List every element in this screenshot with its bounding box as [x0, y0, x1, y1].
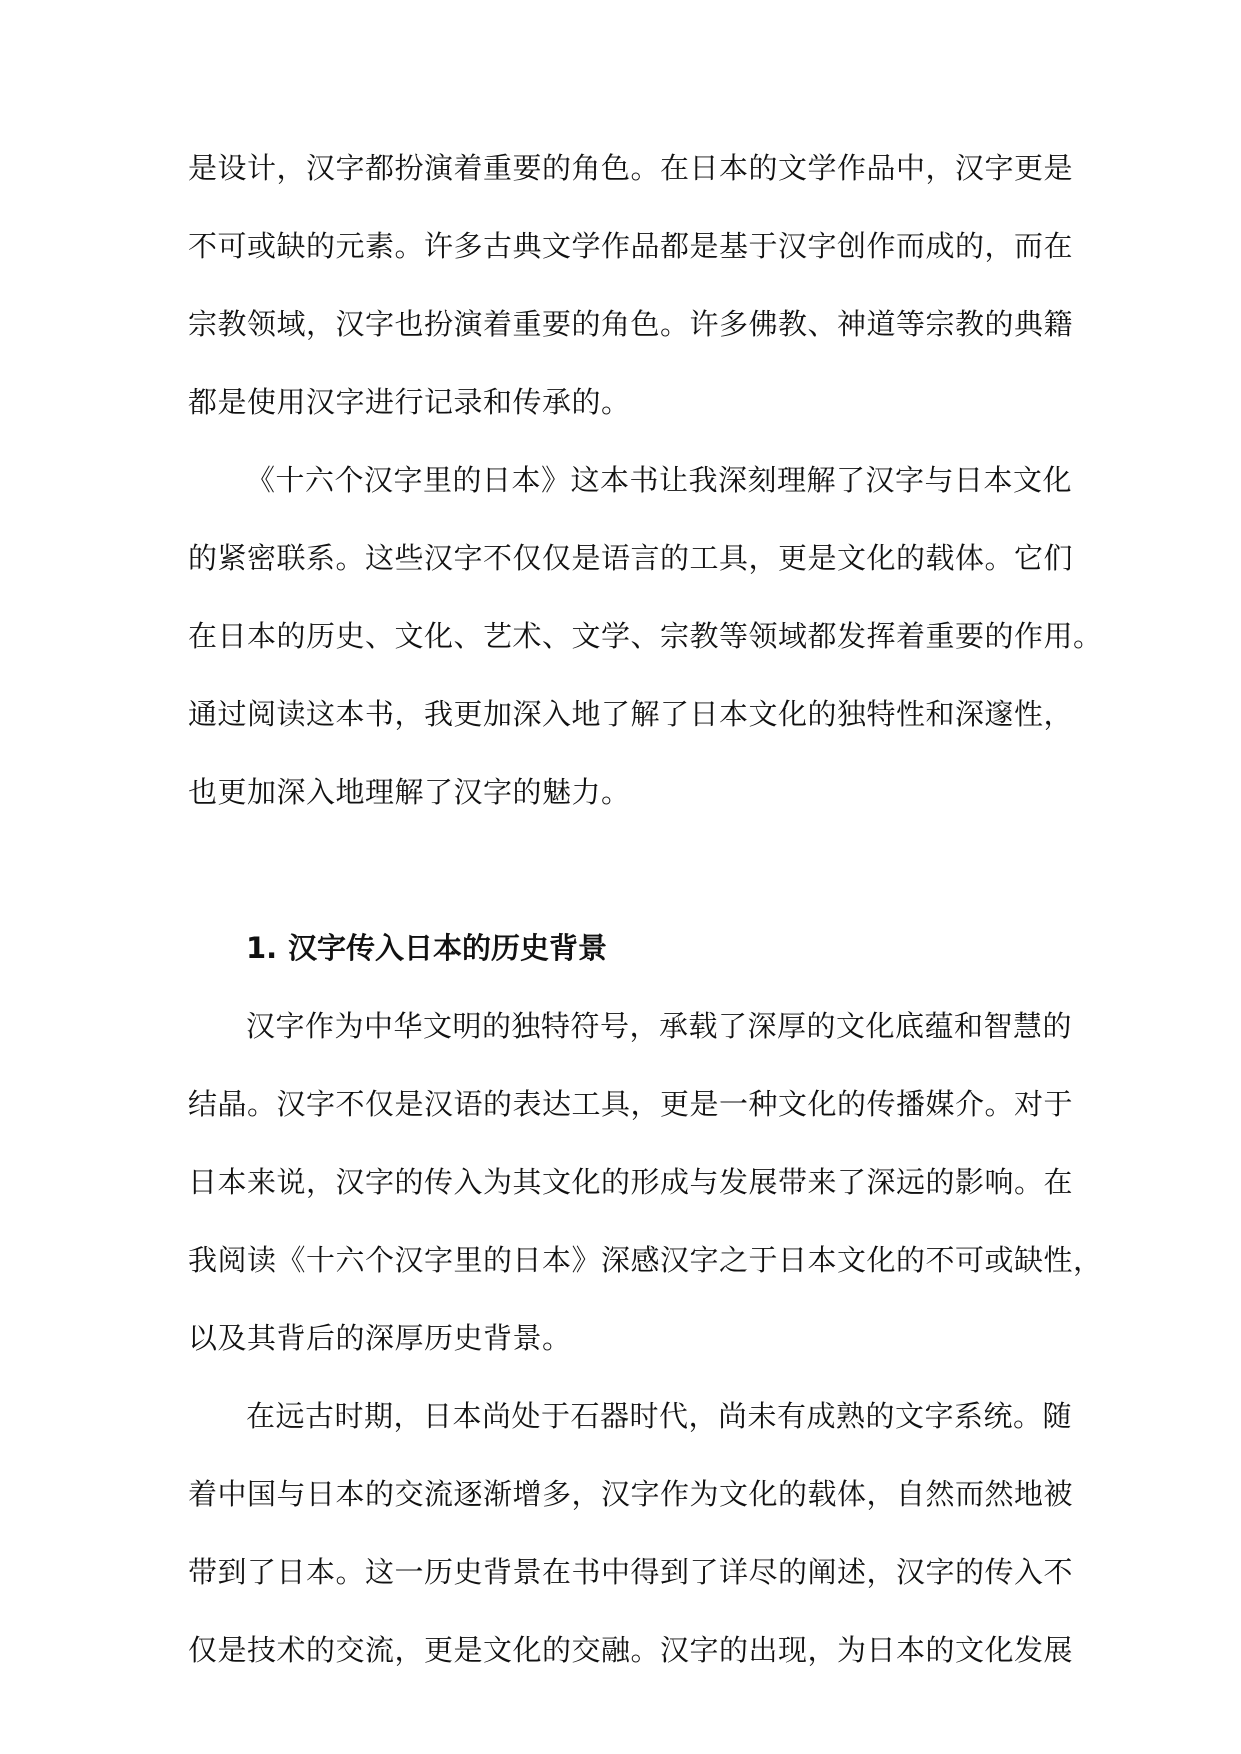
paragraph-3-line: 我阅读《十六个汉字里的日本》深感汉字之于日本文化的不可或缺性，: [188, 1243, 1103, 1277]
paragraph-3-line: 结晶。汉字不仅是汉语的表达工具，更是一种文化的传播媒介。对于: [188, 1087, 1074, 1121]
paragraph-1-line: 不可或缺的元素。许多古典文学作品都是基于汉字创作而成的，而在: [188, 229, 1074, 263]
paragraph-2-line: 《十六个汉字里的日本》这本书让我深刻理解了汉字与日本文化: [246, 463, 1073, 497]
paragraph-1-line: 都是使用汉字进行记录和传承的。: [188, 385, 631, 419]
paragraph-1-line: 宗教领域，汉字也扮演着重要的角色。许多佛教、神道等宗教的典籍: [188, 307, 1074, 341]
paragraph-1-line: 是设计，汉字都扮演着重要的角色。在日本的文学作品中，汉字更是: [188, 151, 1074, 185]
paragraph-4-line: 带到了日本。这一历史背景在书中得到了详尽的阐述，汉字的传入不: [188, 1555, 1074, 1589]
section-heading-title: 汉字传入日本的历史背景: [288, 931, 608, 965]
paragraph-2-line: 通过阅读这本书，我更加深入地了解了日本文化的独特性和深邃性，: [188, 697, 1074, 731]
paragraph-4-line: 仅是技术的交流，更是文化的交融。汉字的出现，为日本的文化发展: [188, 1633, 1074, 1667]
section-heading-number: 1.: [246, 931, 278, 965]
section-heading: [246, 928, 607, 968]
paragraph-4-line: 在远古时期，日本尚处于石器时代，尚未有成熟的文字系统。随: [246, 1399, 1073, 1433]
paragraph-4-line: 着中国与日本的交流逐渐增多，汉字作为文化的载体，自然而然地被: [188, 1477, 1074, 1511]
paragraph-2-line: 也更加深入地理解了汉字的魅力。: [188, 775, 631, 809]
paragraph-3-line: 汉字作为中华文明的独特符号，承载了深厚的文化底蕴和智慧的: [246, 1009, 1073, 1043]
paragraph-3-line: 日本来说，汉字的传入为其文化的形成与发展带来了深远的影响。在: [188, 1165, 1074, 1199]
paragraph-3-line: 以及其背后的深厚历史背景。: [188, 1321, 572, 1355]
paragraph-2-line: 的紧密联系。这些汉字不仅仅是语言的工具，更是文化的载体。它们: [188, 541, 1074, 575]
paragraph-2-line: 在日本的历史、文化、艺术、文学、宗教等领域都发挥着重要的作用。: [188, 619, 1103, 653]
